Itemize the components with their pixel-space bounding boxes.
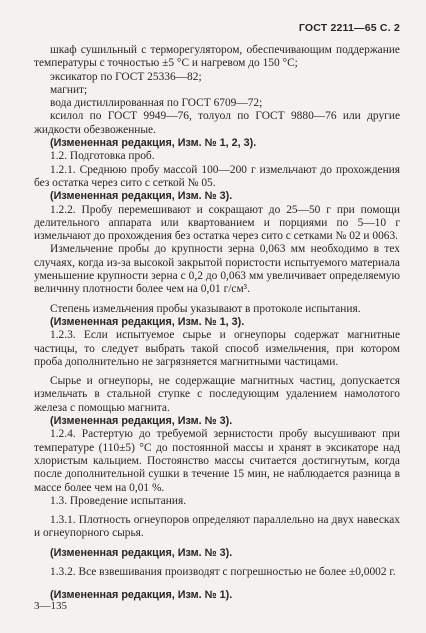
paragraph: 1.3.1. Плотность огнеупоров определяют параллельно на двух навесках и огнеупорного сырья. — [34, 514, 400, 540]
revision-note: (Измененная редакция, Изм. № 1). — [50, 589, 233, 602]
paragraph: 1.3.2. Все взвешивания производят с погрешностью не более ±0,0002 г. — [50, 565, 396, 578]
revision-note: (Измененная редакция, Изм. № 3). — [50, 415, 233, 428]
paragraph: 1.2.1. Среднюю пробу массой 100—200 г измельчают до прохождения без остатка через сито с сеткой № 05. — [34, 163, 400, 189]
section-heading: 1.2. Подготовка проб. — [50, 150, 155, 163]
page-footer-mark: 3—135 — [34, 600, 67, 612]
document-body — [34, 44, 400, 603]
paragraph: магнит; — [50, 83, 88, 96]
paragraph: Степень измельчения пробы указывают в протоколе испытания. — [50, 302, 361, 315]
paragraph: вода дистиллированная по ГОСТ 6709—72; — [50, 97, 263, 110]
section-heading: 1.3. Проведение испытания. — [50, 494, 187, 507]
revision-note: (Измененная редакция, Изм. № 3). — [50, 190, 233, 203]
paragraph: Измельчение пробы до крупности зерна 0,063 мм необходимо в тех случаях, когда из-за высокой закрытой пористости испытуемого материала уменьшение крупности зерна с 0,2 до 0,063 мм увеличивает определяемую величину плотности более чем на 0,01 г/см³. — [34, 243, 400, 296]
paragraph: эксикатор по ГОСТ 25336—82; — [50, 70, 202, 83]
page-header: ГОСТ 2211—65 С. 2 — [298, 22, 400, 34]
paragraph: 1.2.3. Если испытуемое сырье и огнеупоры содержат магнитные частицы, то следует выбрать такой способ измельчения, при котором проба дополнительно не загрязняется магнитными частицами. — [34, 329, 400, 368]
paragraph: Сырье и огнеупоры, не содержащие магнитных частиц, допускается измельчать в стальной ступке с последующим удалением намолотого железа с помощью магнита. — [34, 375, 400, 414]
paragraph: 1.2.2. Пробу перемешивают и сокращают до 25—50 г при помощи делительного аппарата или квартованием и порциями по 5—10 г измельчают до прохождения без остатка через сито с сетками № 02 и 0063. — [34, 203, 400, 243]
revision-note: (Измененная редакция, Изм. № 1, 3). — [50, 315, 245, 328]
paragraph: 1.2.4. Растертую до требуемой зернистости пробу высушивают при температуре (110±5) °С до постоянной массы и хранят в эксикаторе над хлористым кальцием. Постоянство массы считается достигнутым, когда после дополнительной сушки в течение 15 мин, не наблюдается разница в массе более чем на 0,01 %. — [34, 428, 400, 494]
revision-note: (Измененная редакция, Изм. № 3). — [50, 546, 233, 559]
revision-note: (Измененная редакция, Изм. № 1, 2, 3). — [50, 137, 257, 150]
paragraph: ксилол по ГОСТ 9949—76, толуол по ГОСТ 9880—76 или другие жидкости обезвоженные. — [34, 110, 400, 136]
paragraph: шкаф сушильный с терморегулятором, обеспечивающим поддержание температуры с точностью ±5 °С и нагревом до 150 °С; — [34, 44, 400, 70]
